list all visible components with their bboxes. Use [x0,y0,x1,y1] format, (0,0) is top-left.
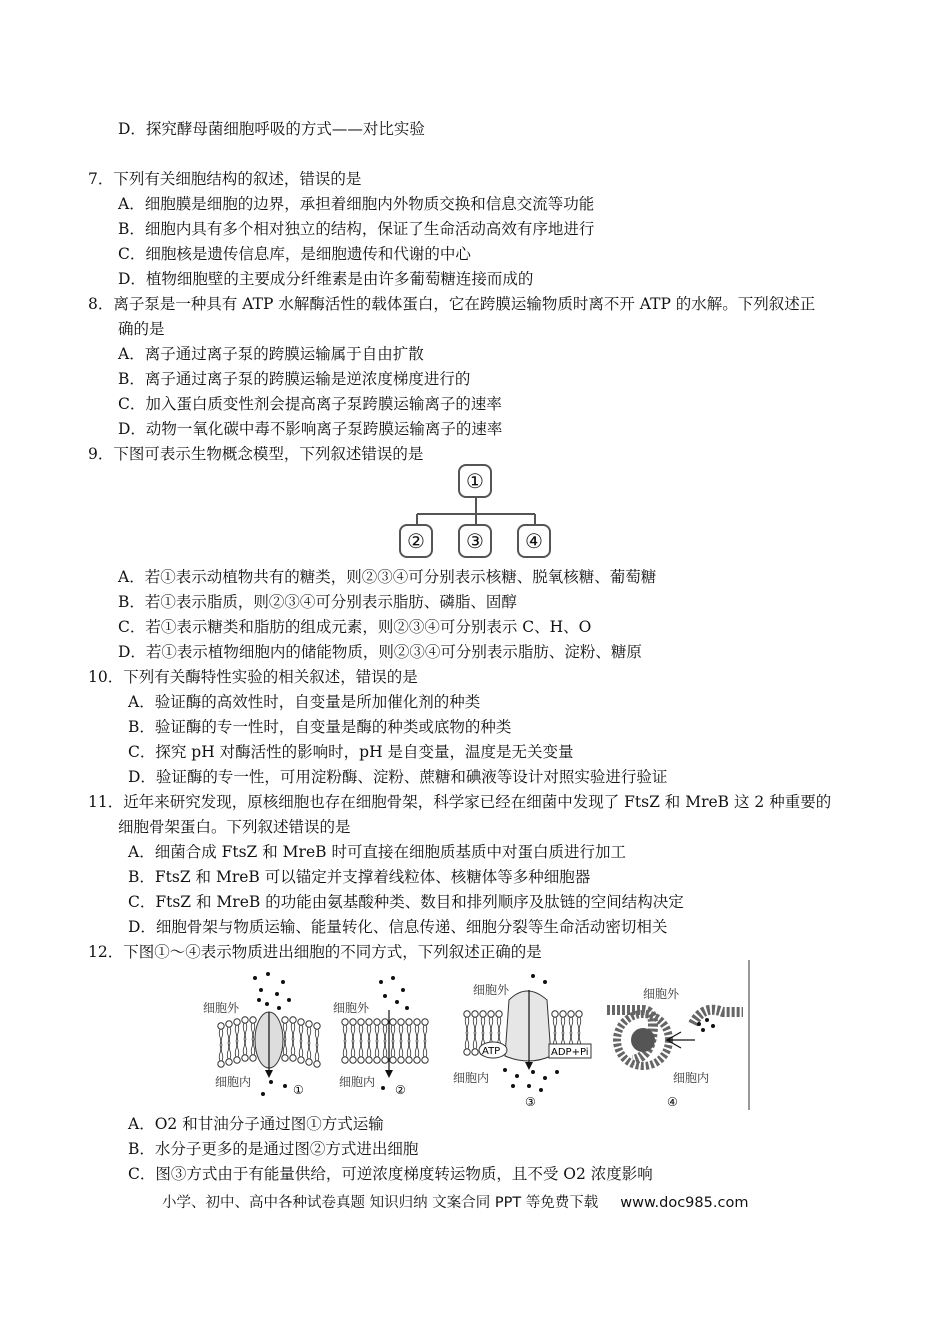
q11-option-a: A．细菌合成 FtsZ 和 MreB 时可直接在细胞质基质中对蛋白质进行加工 [128,843,626,861]
q10-stem: 10．下列有关酶特性实验的相关叙述，错误的是 [88,668,418,686]
node-1: ① [458,464,492,498]
q10-option-d: D．验证酶的专一性，可用淀粉酶、淀粉、蔗糖和碘液等设计对照实验进行验证 [128,768,668,786]
q9-option-d: D．若①表示植物细胞内的储能物质，则②③④可分别表示脂肪、淀粉、糖原 [118,643,642,661]
panel-2-channel [333,976,428,1097]
panel-1-free-diffusion [203,972,320,1097]
q12-option-c: C．图③方式由于有能量供给，可逆浓度梯度转运物质，且不受 O2 浓度影响 [128,1165,653,1183]
footer-url[interactable]: www.doc985.com [620,1195,749,1211]
label-inside-4: 细胞内 [673,1071,710,1085]
q8-option-c: C．加入蛋白质变性剂会提高离子泵跨膜运输离子的速率 [118,395,502,413]
panel-label-2: ② [395,1083,406,1097]
q8-option-a: A．离子通过离子泵的跨膜运输属于自由扩散 [118,345,424,363]
panel-4-endocytosis [607,987,743,1109]
label-outside-2: 细胞外 [333,1001,370,1015]
label-outside-3: 细胞外 [473,983,510,997]
q8-stem: 8．离子泵是一种具有 ATP 水解酶活性的载体蛋白，它在跨膜运输物质时离不开 ATP 的水解。下列叙述正 [88,295,816,313]
footer [162,1191,748,1212]
q10-option-b: B．验证酶的专一性时，自变量是酶的种类或底物的种类 [128,718,512,736]
q11-option-c: C．FtsZ 和 MreB 的功能由氨基酸种类、数目和排列顺序及肽链的空间结构决定 [128,893,684,911]
q8-option-b: B．离子通过离子泵的跨膜运输是逆浓度梯度进行的 [118,370,471,388]
q11-stem: 11．近年来研究发现，原核细胞也存在细胞骨架，科学家已经在细菌中发现了 FtsZ 和 MreB 这 2 种重要的 [88,793,832,811]
q11-option-b: B．FtsZ 和 MreB 可以锚定并支撑着线粒体、核糖体等多种细胞器 [128,868,591,886]
q9-option-b: B．若①表示脂质，则②③④可分别表示脂肪、磷脂、固醇 [118,593,517,611]
q6-option-d: D．探究酵母菌细胞呼吸的方式——对比实验 [118,120,425,138]
panel-label-4: ④ [667,1095,678,1109]
node-4: ④ [517,524,551,558]
label-inside-3: 细胞内 [453,1071,490,1085]
q7-option-a: A．细胞膜是细胞的边界，承担着细胞内外物质交换和信息交流等功能 [118,195,595,213]
q7-option-d: D．植物细胞壁的主要成分纤维素是由许多葡萄糖连接而成的 [118,270,534,288]
q12-stem: 12．下图①～④表示物质进出细胞的不同方式，下列叙述正确的是 [88,943,542,961]
q11-stem-cont: 细胞骨架蛋白。下列叙述错误的是 [118,818,351,836]
q7-option-b: B．细胞内具有多个相对独立的结构，保证了生命活动高效有序地进行 [118,220,595,238]
q9-option-a: A．若①表示动植物共有的糖类，则②③④可分别表示核糖、脱氧核糖、葡萄糖 [118,568,657,586]
q11-option-d: D．细胞骨架与物质运输、能量转化、信息传递、细胞分裂等生命活动密切相关 [128,918,668,936]
panel-label-1: ① [293,1083,304,1097]
label-outside-1: 细胞外 [203,1001,240,1015]
node-3: ③ [458,524,492,558]
concept-model-diagram [395,462,560,562]
q8-option-d: D．动物一氧化碳中毒不影响离子泵跨膜运输离子的速率 [118,420,503,438]
q10-option-a: A．验证酶的高效性时，自变量是所加催化剂的种类 [128,693,481,711]
q12-option-a: A．O2 和甘油分子通过图①方式运输 [128,1115,384,1133]
q9-option-c: C．若①表示糖类和脂肪的组成元素，则②③④可分别表示 C、H、O [118,618,592,636]
node-2: ② [399,524,433,558]
label-inside-1: 细胞内 [215,1075,252,1089]
label-outside-4: 细胞外 [643,987,680,1001]
panel-label-3: ③ [525,1095,536,1109]
footer-text: 小学、初中、高中各种试卷真题 知识归纳 文案合同 PPT 等免费下载 [162,1195,599,1211]
q12-option-b: B．水分子更多的是通过图②方式进出细胞 [128,1140,419,1158]
adp-label: ADP+Pi [551,1047,589,1058]
q7-option-c: C．细胞核是遗传信息库，是细胞遗传和代谢的中心 [118,245,471,263]
panel-3-active-transport [453,974,591,1109]
transport-figure [193,960,753,1110]
q10-option-c: C．探究 pH 对酶活性的影响时，pH 是自变量，温度是无关变量 [128,743,574,761]
atp-label: ATP [482,1046,501,1057]
q8-stem-cont: 确的是 [118,320,165,338]
q9-stem: 9．下图可表示生物概念模型，下列叙述错误的是 [88,445,424,463]
label-inside-2: 细胞内 [339,1075,376,1089]
q7-stem: 7．下列有关细胞结构的叙述，错误的是 [88,170,362,188]
